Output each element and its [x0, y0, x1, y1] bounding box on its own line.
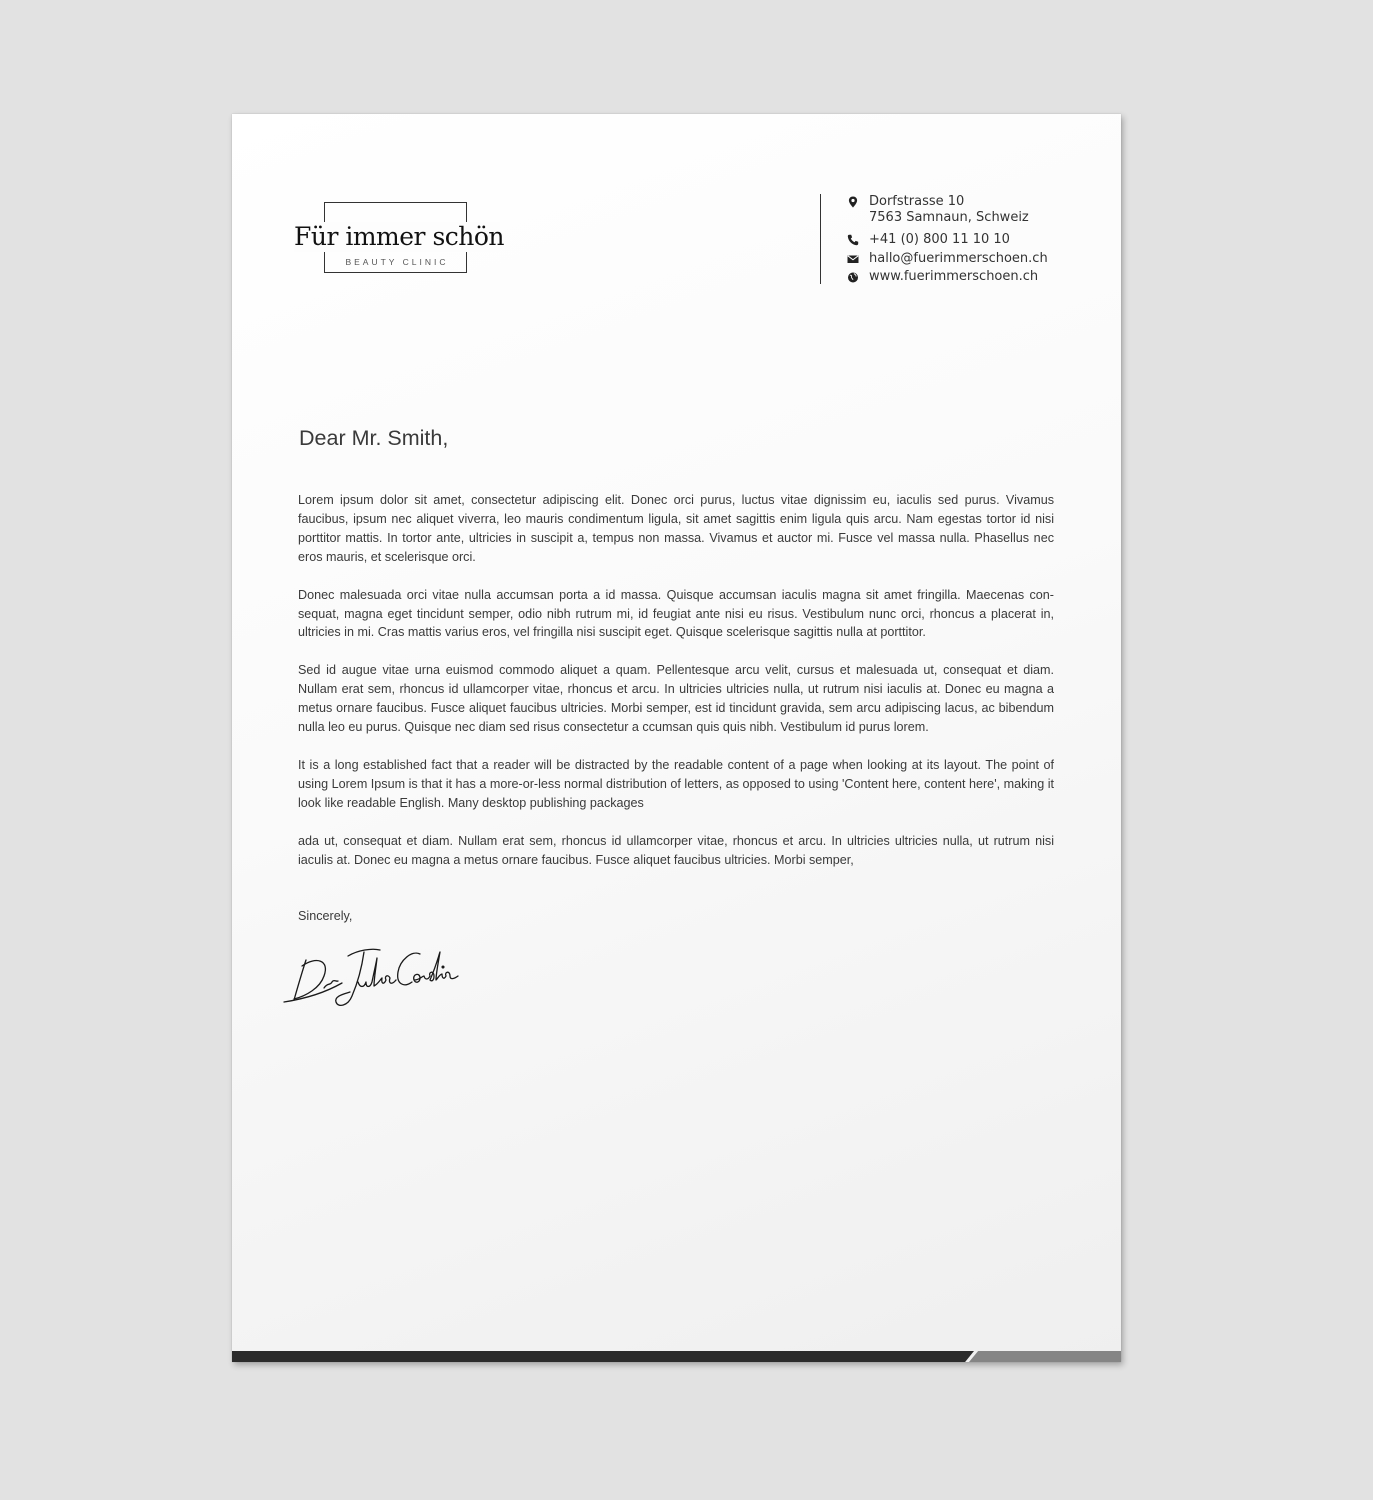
- address-line-2: 7563 Samnaun, Schweiz: [869, 210, 1029, 225]
- address-line-1: Dorfstrasse 10: [869, 194, 965, 209]
- location-pin-icon: [847, 196, 859, 208]
- contact-address: [846, 194, 1106, 226]
- closing: Sincerely,: [298, 909, 353, 923]
- contact-divider: [820, 194, 821, 284]
- paragraph-4: It is a long established fact that a reader will be distracted by the readable content of a page when looking at its layout. The point of using Lorem Ipsum is that it has a more-or-less normal distribution of letters, as opposed to using 'Content here, content here', making it look like readable English. Many desktop publishing packages: [298, 757, 1054, 810]
- signature: [280, 936, 470, 1014]
- clinic-logo: [294, 202, 505, 278]
- globe-icon: [847, 271, 859, 283]
- contact-phone: [846, 232, 1106, 248]
- paragraph-5: ada ut, consequat et diam. Nullam erat sem, rhoncus id ullamcorper vitae, rhoncus et arcu. In ultricies ultricies nulla, ut rutrum nisi iaculis at. Donec eu magna a metus ornare faucibus. Fusce aliquet faucibus ultricies. Morbi semper,: [298, 833, 1054, 867]
- contact-block: [846, 194, 1106, 285]
- logo-subtitle: BEAUTY CLINIC: [345, 257, 449, 267]
- phone-number: +41 (0) 800 11 10 10: [869, 232, 1010, 247]
- logo-title: Für immer schön: [294, 222, 505, 251]
- contact-email: [846, 251, 1106, 267]
- mail-icon: [847, 253, 859, 265]
- paragraph-1: Lorem ipsum dolor sit amet, consectetur adipiscing elit. Donec orci purus, luctus vitae dignissim eu, iaculis sed purus. Vivamus faucibus, ipsum nec aliquet viverra, leo mauris condimentum ligula, sit amet sagittis enim ligula quis arcu. Nam egestas tortor id nisi porttitor mattis. In tortor ante, ultricies in suscipit a, tempus non massa. Vivamus et auctor mi. Fusce vel massa nulla. Phasellus nec eros mauris, et scelerisque orci.: [298, 493, 1054, 564]
- letter-body: [298, 491, 1054, 889]
- letterhead-page: [232, 114, 1121, 1362]
- footer-bar-dark: [232, 1351, 974, 1362]
- paragraph-3: Sed id augue vitae urna euismod commodo aliquet a quam. Pellentesque arcu velit, cursus et malesuada ut, consequat et diam. Nullam erat sem, rhoncus id ullamcorper vitae, rhoncus et arcu. In ultricies ultricies nulla, ut rutrum nisi iaculis at. Donec eu magna a metus ornare faucibus. Fusce aliquet faucibus ultricies. Morbi semper, est id tincidunt gravida, sem arcu adipiscing lacus, ac bibendum nulla leo eu purus. Quisque nec diam sed risus consectetur a ccumsan quis quis nibh. Vestibulum id purus lorem.: [298, 663, 1054, 735]
- website-url: www.fuerimmerschoen.ch: [869, 269, 1039, 284]
- email-address: hallo@fuerimmerschoen.ch: [869, 251, 1048, 266]
- footer-bar-light: [969, 1351, 1121, 1362]
- contact-website: [846, 269, 1106, 285]
- salutation: Dear Mr. Smith,: [299, 426, 449, 450]
- phone-icon: [847, 234, 859, 246]
- paragraph-2: Donec malesuada orci vitae nulla accumsan porta a id massa. Quisque accumsan iaculis magna sit amet fringilla. Maecenas con-sequat, magna eget tincidunt semper, odio nibh rutrum mi, id feugiat ante nisi eu risus. Vestibulum nunc orci, rhoncus a placerat in, ultricies in mi. Cras mattis varius eros, vel fringilla nisi suscipit eget. Quisque scelerisque sagittis nulla at porttitor.: [298, 587, 1054, 640]
